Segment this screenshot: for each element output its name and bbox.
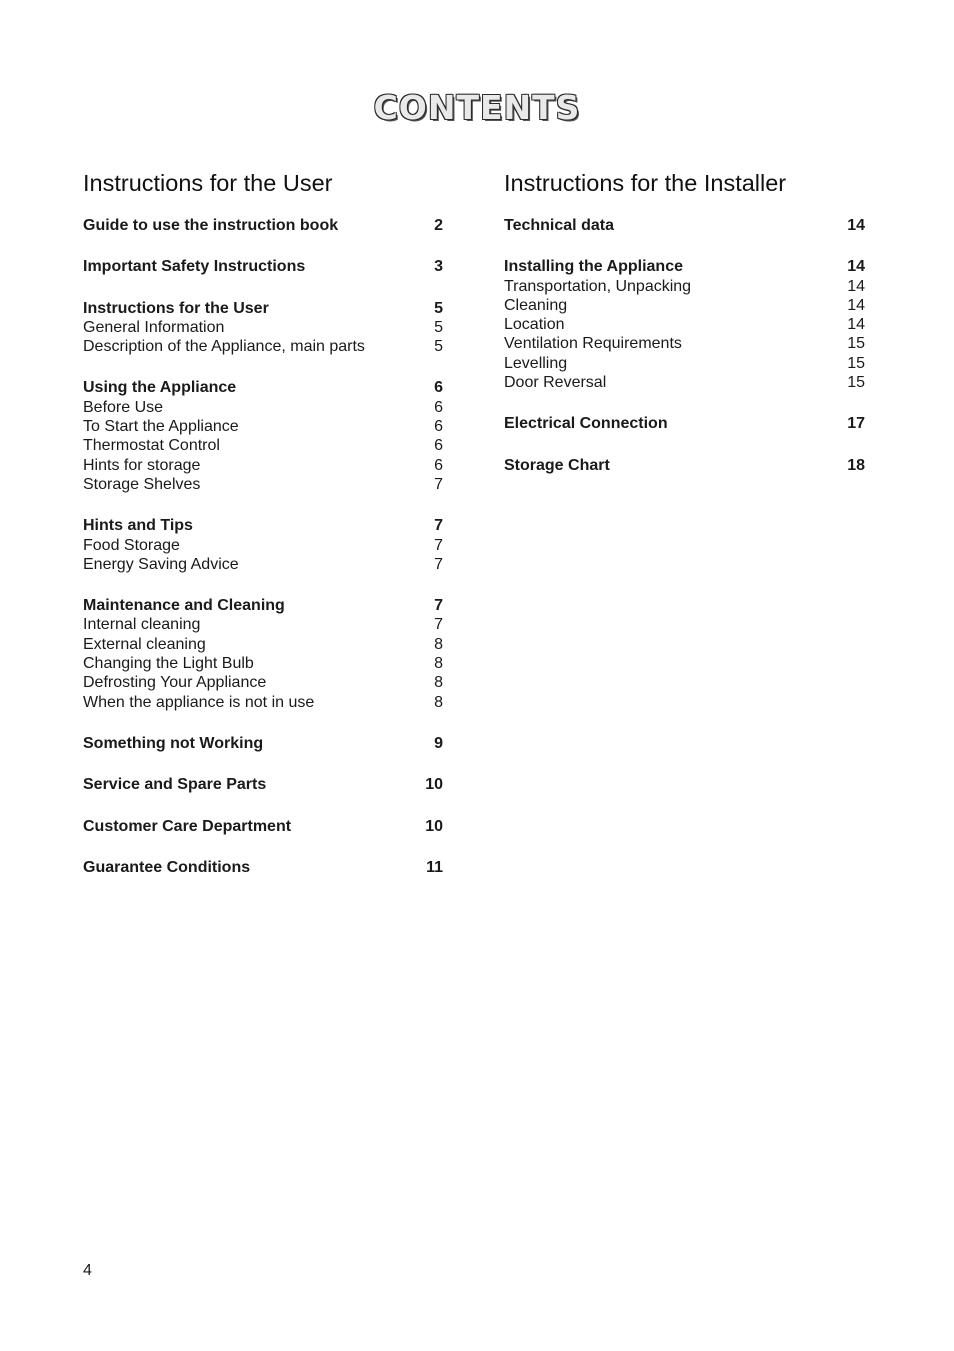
- toc-entry-main[interactable]: [83, 858, 443, 877]
- toc-entry-title: Hints and Tips: [83, 517, 193, 535]
- toc-subentry-page: 7: [434, 555, 443, 573]
- toc-entry-page: 6: [434, 379, 443, 397]
- toc-subentry[interactable]: [83, 456, 443, 475]
- toc-subentry[interactable]: [83, 654, 443, 673]
- toc-section: [83, 858, 443, 877]
- toc-subentry-page: 8: [434, 635, 443, 653]
- toc-subentry[interactable]: [83, 673, 443, 692]
- toc-section: [83, 378, 443, 494]
- toc-entry-title: Customer Care Department: [83, 817, 292, 835]
- toc-entry-page: 2: [434, 217, 443, 234]
- toc-subentry[interactable]: [83, 615, 443, 634]
- toc-subentry-label: Cleaning: [504, 296, 568, 314]
- toc-entry-title: Installing the Appliance: [504, 258, 683, 276]
- column-heading-installer: Instructions for the Installer: [504, 170, 787, 196]
- toc-section: [504, 216, 865, 235]
- toc-subentry-page: 8: [434, 693, 443, 711]
- toc-subentry-label: External cleaning: [83, 635, 206, 653]
- toc-entry-page: 14: [847, 217, 865, 234]
- toc-subentry-label: Hints for storage: [83, 456, 201, 474]
- toc-subentry[interactable]: [83, 693, 443, 712]
- toc-section: [83, 299, 443, 357]
- toc-entry-main[interactable]: [504, 414, 865, 433]
- toc-subentry-label: When the appliance is not in use: [83, 693, 315, 711]
- toc-subentry-label: Levelling: [504, 354, 568, 372]
- toc-subentry[interactable]: [504, 296, 865, 315]
- toc-entry-page: 10: [425, 817, 443, 835]
- toc-subentry-label: Location: [504, 316, 565, 334]
- toc-section: [83, 216, 443, 235]
- toc-subentry-page: 6: [434, 418, 443, 436]
- toc-subentry-label: Description of the Appliance, main parts: [83, 338, 365, 356]
- toc-subentry[interactable]: [83, 417, 443, 436]
- toc-subentry[interactable]: [504, 315, 865, 334]
- toc-entry-title: Instructions for the User: [83, 299, 269, 317]
- toc-subentry-label: Ventilation Requirements: [504, 335, 682, 353]
- toc-subentry-label: Before Use: [83, 398, 164, 416]
- toc-section: [83, 734, 443, 753]
- toc-subentry-page: 14: [847, 316, 865, 334]
- toc-entry-page: 9: [434, 734, 443, 752]
- toc-entry-page: 11: [426, 858, 443, 876]
- toc-subentry-page: 15: [847, 354, 865, 372]
- toc-subentry[interactable]: [83, 398, 443, 417]
- toc-subentry-page: 15: [847, 374, 865, 392]
- toc-subentry-page: 7: [434, 475, 443, 493]
- toc-entry-title: Guarantee Conditions: [83, 858, 251, 876]
- column-heading-user: Instructions for the User: [83, 170, 333, 196]
- toc-section: [83, 817, 443, 836]
- installer-instructions-column: [504, 168, 865, 497]
- toc-entry-page: 3: [434, 258, 443, 276]
- toc-entry-title: Service and Spare Parts: [83, 776, 267, 794]
- toc-entry-main[interactable]: [83, 216, 443, 235]
- toc-entry-page: 18: [847, 456, 865, 474]
- toc-entry-main[interactable]: [83, 257, 443, 276]
- page-title: CONTENTS: [373, 88, 581, 127]
- toc-subentry-page: 8: [434, 674, 443, 692]
- toc-subentry-page: 14: [847, 277, 865, 295]
- toc-subentry-page: 7: [434, 616, 443, 634]
- toc-entry-page: 10: [425, 776, 443, 794]
- toc-subentry[interactable]: [504, 354, 865, 373]
- toc-entry-title: Maintenance and Cleaning: [83, 597, 285, 615]
- toc-subentry-label: Door Reversal: [504, 374, 607, 392]
- toc-subentry[interactable]: [83, 337, 443, 356]
- toc-entry-title: Electrical Connection: [504, 415, 668, 433]
- toc-entry-title: Something not Working: [83, 734, 264, 752]
- toc-subentry[interactable]: [83, 475, 443, 494]
- toc-entry-main[interactable]: [504, 456, 865, 475]
- toc-subentry[interactable]: [504, 334, 865, 353]
- toc-entry-title: Important Safety Instructions: [83, 258, 306, 276]
- toc-subentry-page: 8: [434, 655, 443, 673]
- toc-entry-main[interactable]: [504, 216, 865, 235]
- toc-subentry-label: Internal cleaning: [83, 616, 201, 634]
- toc-entry-main[interactable]: [83, 516, 443, 535]
- toc-section: [504, 456, 865, 475]
- toc-section: [83, 775, 443, 794]
- toc-entry-page: 14: [847, 258, 865, 276]
- toc-subentry[interactable]: [504, 277, 865, 296]
- toc-subentry[interactable]: [504, 373, 865, 392]
- toc-subentry-label: Food Storage: [83, 536, 180, 554]
- toc-subentry-label: Changing the Light Bulb: [83, 655, 254, 673]
- toc-subentry-label: Defrosting Your Appliance: [83, 674, 267, 692]
- toc-entry-main[interactable]: [83, 378, 443, 397]
- toc-entry-title: Storage Chart: [504, 456, 610, 474]
- toc-subentry-label: Energy Saving Advice: [83, 555, 239, 573]
- toc-sections: [504, 216, 865, 475]
- toc-subentry-label: General Information: [83, 318, 225, 336]
- user-instructions-column: [83, 168, 443, 899]
- toc-entry-main[interactable]: [83, 734, 443, 753]
- toc-entry-main[interactable]: [504, 257, 865, 276]
- toc-entry-page: 7: [434, 517, 443, 535]
- toc-subentry-page: 6: [434, 437, 443, 455]
- toc-section: [504, 257, 865, 392]
- toc-subentry[interactable]: [83, 436, 443, 455]
- toc-subentry[interactable]: [83, 555, 443, 574]
- toc-subentry-page: 5: [434, 338, 443, 356]
- toc-subentry-page: 14: [847, 296, 865, 314]
- toc-entry-main[interactable]: [83, 817, 443, 836]
- toc-entry-main[interactable]: [83, 299, 443, 318]
- toc-entry-main[interactable]: [83, 596, 443, 615]
- toc-subentry-label: Transportation, Unpacking: [504, 277, 692, 295]
- toc-entry-title: Technical data: [504, 217, 614, 234]
- toc-subentry-label: Storage Shelves: [83, 475, 201, 493]
- toc-subentry[interactable]: [83, 318, 443, 337]
- toc-subentry-label: Thermostat Control: [83, 437, 220, 455]
- toc-section: [504, 414, 865, 433]
- toc-subentry-page: 7: [434, 536, 443, 554]
- toc-subentry-label: To Start the Appliance: [83, 418, 239, 436]
- toc-entry-page: 7: [434, 597, 443, 615]
- toc-section: [83, 257, 443, 276]
- toc-subentry-page: 6: [434, 398, 443, 416]
- toc-subentry-page: 15: [847, 335, 865, 353]
- toc-subentry-page: 5: [434, 318, 443, 336]
- toc-entry-title: Using the Appliance: [83, 379, 237, 397]
- toc-entry-main[interactable]: [83, 775, 443, 794]
- toc-entry-page: 5: [434, 299, 443, 317]
- toc-entry-page: 17: [847, 415, 865, 433]
- toc-section: [83, 516, 443, 574]
- toc-sections: [83, 216, 443, 877]
- page-number: 4: [83, 1262, 92, 1279]
- toc-subentry[interactable]: [83, 635, 443, 654]
- toc-subentry[interactable]: [83, 536, 443, 555]
- toc-subentry-page: 6: [434, 456, 443, 474]
- toc-entry-title: Guide to use the instruction book: [83, 217, 339, 234]
- toc-section: [83, 596, 443, 712]
